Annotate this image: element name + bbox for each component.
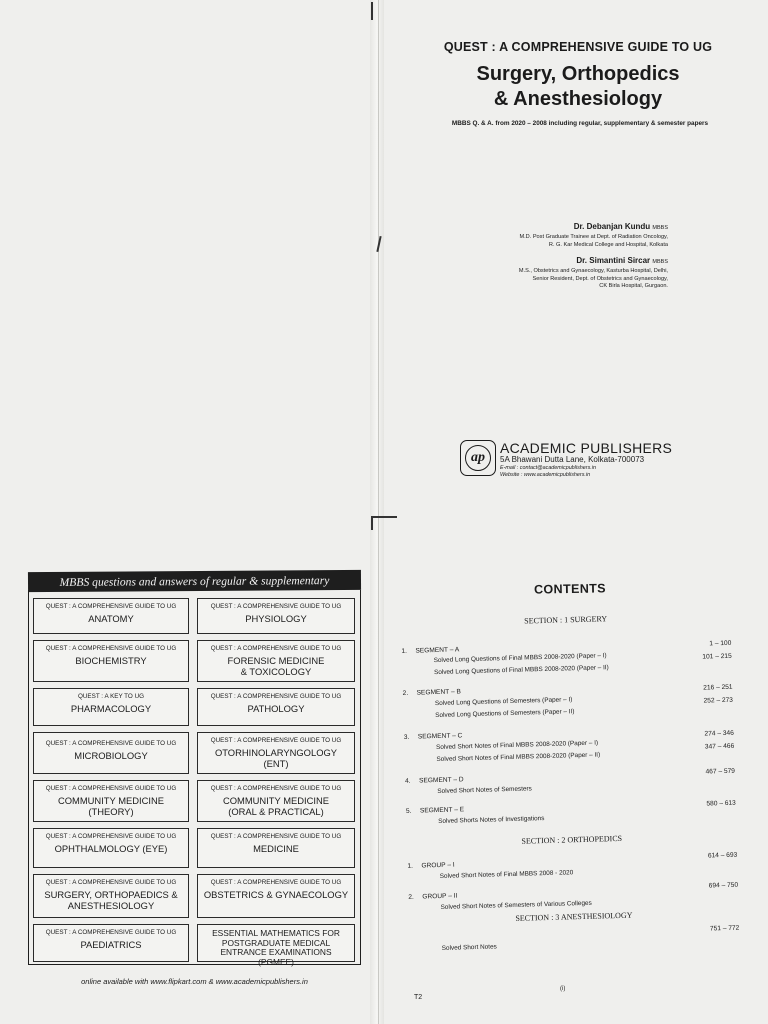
author-degree: MBBS bbox=[652, 225, 668, 231]
book-series: QUEST : A COMPREHENSIVE GUIDE TO UG bbox=[45, 740, 177, 747]
book-name: OPHTHALMOLOGY (EYE) bbox=[54, 843, 168, 854]
publisher-contact bbox=[500, 465, 596, 479]
contents-item: Solved Short Notes of Final MBBS 2008 - 2020 bbox=[439, 869, 574, 880]
page-range-line: 1 – 100 bbox=[709, 639, 732, 648]
book-series: QUEST : A COMPREHENSIVE GUIDE TO UG bbox=[210, 785, 342, 792]
book-box bbox=[197, 598, 355, 634]
book-name: PATHOLOGY bbox=[247, 703, 305, 714]
page-range-line: 751 – 772 bbox=[709, 924, 740, 933]
book-series: QUEST : A COMPREHENSIVE GUIDE TO UG bbox=[45, 785, 177, 792]
page-range-line: 274 – 346 bbox=[704, 729, 734, 738]
book-box bbox=[197, 640, 355, 682]
contents-item: Solved Short Notes of Semesters bbox=[437, 785, 532, 796]
page-range bbox=[704, 727, 734, 754]
book-series: QUEST : A KEY TO UG bbox=[77, 693, 145, 700]
binding-mark bbox=[371, 516, 397, 518]
segment-number: 5. bbox=[405, 807, 412, 815]
publisher-logo-mark: ap bbox=[465, 445, 491, 471]
publisher-name: ACADEMIC PUBLISHERS bbox=[500, 440, 673, 456]
page-code: T2 bbox=[414, 994, 423, 1001]
book-series: QUEST : A COMPREHENSIVE GUIDE TO UG bbox=[210, 879, 342, 886]
book-name: FORENSIC MEDICINE & TOXICOLOGY bbox=[227, 655, 325, 677]
segment-label bbox=[408, 893, 457, 901]
book-series: QUEST : A COMPREHENSIVE GUIDE TO UG bbox=[45, 879, 177, 886]
book-title-line1: Surgery, Orthopedics bbox=[476, 63, 680, 85]
page-gutter bbox=[370, 0, 384, 1024]
page-range-line: 216 – 251 bbox=[703, 683, 733, 692]
section-heading: SECTION : 3 ANESTHESIOLOGY bbox=[515, 910, 633, 923]
author-name bbox=[574, 222, 668, 231]
book-series: QUEST : A COMPREHENSIVE GUIDE TO UG bbox=[210, 833, 342, 840]
book-box bbox=[197, 688, 355, 726]
book-box bbox=[197, 828, 355, 868]
segment-label-text: SEGMENT – C bbox=[417, 732, 463, 741]
contents-item: Solved Short Notes bbox=[441, 943, 497, 952]
segment-label-text: GROUP – I bbox=[421, 861, 455, 870]
segment-number: 3. bbox=[403, 733, 410, 741]
publisher-address: 5A Bhawani Dutta Lane, Kolkata-700073 bbox=[500, 455, 645, 464]
book-name: COMMUNITY MEDICINE (THEORY) bbox=[57, 795, 165, 817]
book-series: QUEST : A COMPREHENSIVE GUIDE TO UG bbox=[45, 645, 177, 652]
author-name bbox=[576, 256, 668, 265]
segment-label bbox=[406, 806, 464, 815]
book-name: ANATOMY bbox=[88, 613, 134, 624]
contents-list bbox=[400, 591, 740, 960]
page-range-line: 101 – 215 bbox=[702, 652, 732, 661]
segment-number: 2. bbox=[408, 893, 414, 901]
author-affiliation bbox=[428, 234, 668, 249]
segment-label-text: GROUP – II bbox=[422, 892, 458, 901]
contents-item: Solved Shorts Notes of Investigations bbox=[438, 815, 545, 826]
contents-item: Solved Short Notes of Semesters of Various Colleges bbox=[440, 899, 592, 911]
page-folio: (i) bbox=[560, 986, 566, 992]
page-range-line: 580 – 613 bbox=[706, 799, 736, 808]
page-range-line: 694 – 750 bbox=[708, 881, 739, 890]
online-availability: online available with www.flipkart.com & www.academicpublishers.in bbox=[81, 977, 308, 986]
book-box bbox=[197, 874, 355, 918]
binding-mark bbox=[371, 2, 373, 20]
publisher-email: E-mail : contact@academicpublishers.in bbox=[500, 465, 596, 471]
author-name-text: Dr. Simantini Sircar bbox=[576, 256, 651, 265]
segment-label-text: SEGMENT – E bbox=[419, 806, 465, 815]
author-name-text: Dr. Debanjan Kundu bbox=[573, 222, 651, 231]
page-range bbox=[708, 849, 738, 863]
page-range bbox=[710, 922, 740, 936]
author-affiliation bbox=[428, 268, 668, 291]
book-series: QUEST : A COMPREHENSIVE GUIDE TO UG bbox=[45, 603, 177, 610]
book-box bbox=[33, 598, 189, 634]
affiliation-line: M.D. Post Graduate Trainee at Dept. of Radiation Oncology, bbox=[519, 234, 668, 240]
book-name: PHARMACOLOGY bbox=[70, 703, 152, 714]
contents-item: Solved Short Notes of Final MBBS 2008-2020 (Paper – II) bbox=[436, 751, 601, 764]
page-range-line: 347 – 466 bbox=[704, 742, 735, 751]
book-series: QUEST : A COMPREHENSIVE GUIDE TO UG bbox=[45, 929, 177, 936]
ad-panel bbox=[28, 590, 361, 965]
contents-item: Solved Long Questions of Final MBBS 2008-2020 (Paper – II) bbox=[433, 664, 609, 677]
page-range bbox=[703, 681, 733, 708]
book-name: PAEDIATRICS bbox=[80, 939, 142, 950]
contents-item: Solved Long Questions of Semesters (Paper – I) bbox=[434, 696, 573, 708]
book-box bbox=[33, 874, 189, 918]
book-name: SURGERY, ORTHOPAEDICS & ANESTHESIOLOGY bbox=[44, 889, 178, 911]
book-box bbox=[197, 924, 355, 967]
affiliation-line: CK Birla Hospital, Gurgaon. bbox=[599, 283, 668, 290]
contents-item: Solved Long Questions of Final MBBS 2008-2020 (Paper – I) bbox=[433, 652, 607, 665]
segment-number: 4. bbox=[404, 777, 411, 785]
book-subtitle: MBBS Q. & A. from 2020 – 2008 including regular, supplementary & semester papers bbox=[451, 120, 709, 127]
segment-label bbox=[403, 688, 461, 697]
book-series: QUEST : A COMPREHENSIVE GUIDE TO UG bbox=[210, 693, 342, 700]
page-range-line: 614 – 693 bbox=[707, 851, 738, 860]
affiliation-line: R. G. Kar Medical College and Hospital, Kolkata bbox=[548, 241, 668, 248]
ad-banner: MBBS questions and answers of regular & supplementary bbox=[28, 570, 361, 592]
publisher-website: Website : www.academicpublishers.in bbox=[500, 471, 591, 478]
affiliation-line: M.S., Obstetrics and Gynaecology, Kasturba Hospital, Delhi, bbox=[518, 268, 668, 274]
book-series: QUEST : A COMPREHENSIVE GUIDE TO UG bbox=[210, 603, 342, 610]
book-name: ESSENTIAL MATHEMATICS FOR POSTGRADUATE MEDICAL ENTRANCE EXAMINATIONS (PGMEE) bbox=[212, 928, 340, 967]
section-heading: SECTION : 1 SURGERY bbox=[524, 614, 608, 626]
contents-item: Solved Long Questions of Semesters (Paper – II) bbox=[435, 708, 575, 720]
affiliation-line: Senior Resident, Dept. of Obstetrics and Gynaecology, bbox=[532, 275, 668, 282]
page-range-line: 252 – 273 bbox=[703, 696, 734, 705]
book-name: OTORHINOLARYNGOLOGY (ENT) bbox=[214, 747, 338, 769]
book-series: QUEST : A COMPREHENSIVE GUIDE TO UG bbox=[45, 833, 177, 840]
page-range bbox=[706, 797, 736, 811]
book-name: COMMUNITY MEDICINE (ORAL & PRACTICAL) bbox=[222, 795, 330, 817]
book-name: BIOCHEMISTRY bbox=[75, 655, 147, 666]
contents-item: Solved Short Notes of Final MBBS 2008-2020 (Paper – I) bbox=[436, 739, 599, 752]
book-series: QUEST : A COMPREHENSIVE GUIDE TO UG bbox=[210, 645, 342, 652]
book-title bbox=[388, 62, 768, 112]
book-box bbox=[33, 780, 189, 822]
book-name: MEDICINE bbox=[253, 843, 299, 854]
book-box bbox=[197, 780, 355, 822]
page-range-line: 467 – 579 bbox=[705, 767, 736, 776]
book-box bbox=[33, 828, 189, 868]
book-name: PHYSIOLOGY bbox=[245, 613, 307, 624]
book-box bbox=[33, 640, 189, 682]
contents-title: CONTENTS bbox=[533, 581, 607, 597]
segment-label bbox=[407, 862, 454, 870]
gutter-fold-line bbox=[378, 0, 379, 1024]
section-heading: SECTION : 2 ORTHOPEDICS bbox=[521, 833, 623, 846]
segment-label-text: SEGMENT – A bbox=[415, 646, 460, 655]
book-name: MICROBIOLOGY bbox=[74, 750, 148, 761]
segment-label-text: SEGMENT – D bbox=[418, 776, 464, 785]
page-range bbox=[702, 637, 732, 664]
author-degree: MBBS bbox=[652, 259, 668, 265]
series-title: QUEST : A COMPREHENSIVE GUIDE TO UG bbox=[443, 40, 713, 54]
segment-label bbox=[404, 732, 463, 741]
page-range bbox=[705, 765, 735, 779]
segment-label bbox=[401, 646, 459, 655]
segment-number: 2. bbox=[402, 689, 409, 697]
segment-label-text: SEGMENT – B bbox=[416, 688, 461, 697]
book-title-line2: & Anesthesiology bbox=[493, 88, 663, 110]
book-series: QUEST : A COMPREHENSIVE GUIDE TO UG bbox=[210, 737, 342, 744]
book-box bbox=[33, 732, 189, 774]
segment-number: 1. bbox=[407, 862, 414, 870]
publisher-logo bbox=[460, 440, 496, 476]
binding-mark bbox=[371, 516, 373, 530]
book-name: OBSTETRICS & GYNAECOLOGY bbox=[203, 889, 349, 900]
segment-label bbox=[405, 776, 464, 785]
segment-number: 1. bbox=[401, 647, 408, 655]
book-box bbox=[33, 924, 189, 962]
page-range bbox=[709, 879, 739, 893]
book-box bbox=[197, 732, 355, 774]
book-box bbox=[33, 688, 189, 726]
